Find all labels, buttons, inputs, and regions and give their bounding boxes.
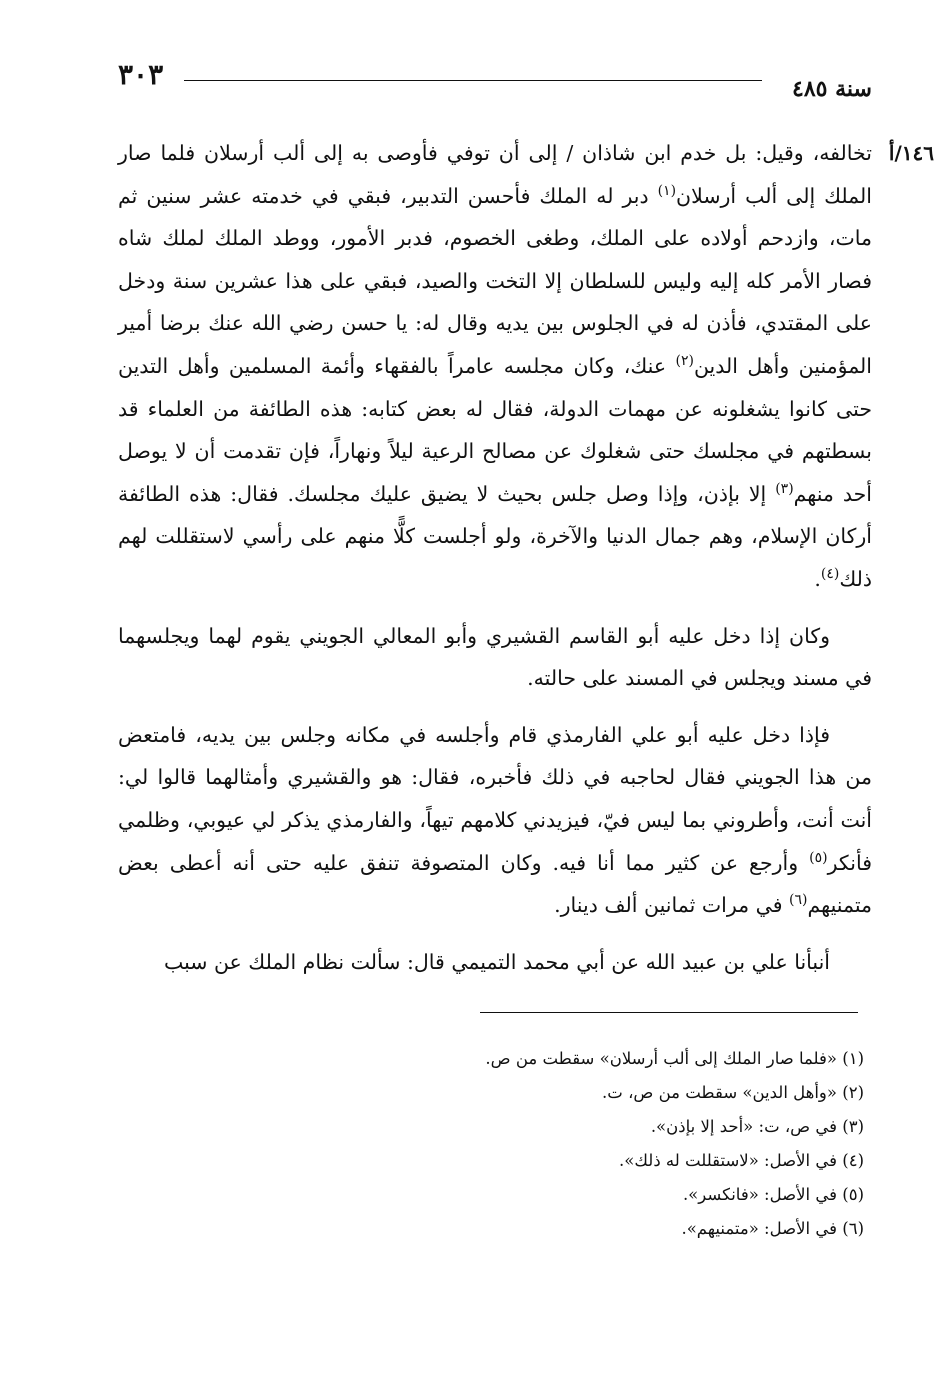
paragraph: [118, 941, 872, 984]
footnote-marker: (٦): [789, 892, 808, 909]
footnotes: [118, 1042, 864, 1246]
footnote-rule: [480, 1012, 858, 1013]
footnote: (٥) في الأصل: «فانكسر».: [682, 1185, 864, 1204]
paragraph: [118, 615, 872, 700]
text-segment: تخالفه، وقيل: بل خدم ابن شاذان / إلى أن توفي فأوصى به إلى ألب أرسلان فلما صار الملك إلى ألب أرسلان: [118, 141, 872, 208]
footnote-marker: (٢): [675, 353, 694, 370]
text-segment: فإذا دخل عليه أبو علي الفارمذي قام وأجلسه في مكانه وجلس بين يديه، فامتعض من هذا الجويني فقال لحاجبه في ذلك فأخبره، فقال: هو والقشيري وأمثالهما قالوا لي: أنت أنت، وأطروني بما ليس فيّ، فيزيدني كلامهم تيهاً، والفارمذي يذكر لي عيوبي، وظلمي فأنكر: [118, 722, 872, 875]
text-segment: أنبأنا علي بن عبيد الله عن أبي محمد التميمي قال: سألت نظام الملك عن سبب: [163, 949, 830, 974]
page-header: [118, 58, 872, 108]
page-number: ٣٠٣: [118, 58, 164, 91]
footnote-marker: (٤): [820, 566, 840, 583]
text-segment: وأرجع عن كثير مما أنا فيه. وكان المتصوفة تنفق عليه حتى أنه أعطى بعض متمنيهم: [118, 850, 872, 918]
footnote: (٣) في ص، ت: «أحد إلا بإذن».: [650, 1117, 864, 1136]
footnote: (١) «فلما صار الملك إلى ألب أرسلان» سقطت من ص.: [485, 1049, 864, 1068]
body-text: [118, 132, 934, 983]
text-segment: في مرات ثمانين ألف دينار.: [554, 893, 790, 918]
text-segment: .: [814, 566, 821, 591]
footnote: (٤) في الأصل: «لاستقللت له ذلك».: [619, 1151, 864, 1170]
footnote: (٢) «وأهل الدين» سقطت من ص، ت.: [602, 1083, 864, 1102]
text-segment: وكان إذا دخل عليه أبو القاسم القشيري وأبو المعالي الجويني يقوم لهما ويجلسهما في مسند ويجلس في المسند على حالته.: [118, 623, 872, 691]
manuscript-folio-ref: ١٤٦/أ: [888, 141, 934, 165]
text-segment: إلا بإذن، وإذا وصل جلس بحيث لا يضيق عليك مجلسك. فقال: هذه الطائفة أركان الإسلام، وهم جمال الدنيا والآخرة، ولو أجلست كلًّا منهم على رأسي لاستقللت لهم ذلك: [118, 481, 872, 591]
footnote-marker: (٥): [809, 849, 828, 866]
text-segment: عنك، وكان مجلسه عامراً بالفقهاء وأئمة المسلمين وأهل التدين حتى كانوا يشغلونه عن مهمات الدولة، فقال له بعض كتابه: هذه الطائفة من العلماء قد بسطتهم في مجلسك حتى شغلوك عن مصالح الرعية ليلاً ونهاراً، فإن تقدمت أن لا يوصل أحد منهم: [118, 353, 872, 506]
year-label: سنة ٤٨٥: [792, 76, 872, 102]
paragraph: [118, 132, 872, 601]
text-segment: دبر له الملك فأحسن التدبير، فبقي في خدمته عشر سنين ثم مات، وازدحم أولاده على الملك، وطغى الخصوم، فدبر الأمور، ووطد الملك لملك شاه فصار الأمر كله إليه وليس للسلطان إلا التخت والصيد، فبقي على هذا عشرين سنة ودخل على المقتدي، فأذن له في الجلوس بين يديه وقال له: يا حسن رضي الله عنك برضا أمير المؤمنين وأهل الدين: [118, 183, 872, 378]
footnote-marker: (٣): [775, 480, 794, 497]
paragraph: [118, 714, 872, 927]
footnote: (٦) في الأصل: «متمنيهم».: [681, 1219, 864, 1238]
footnote-marker: (١): [657, 182, 677, 199]
header-rule: [184, 80, 762, 81]
